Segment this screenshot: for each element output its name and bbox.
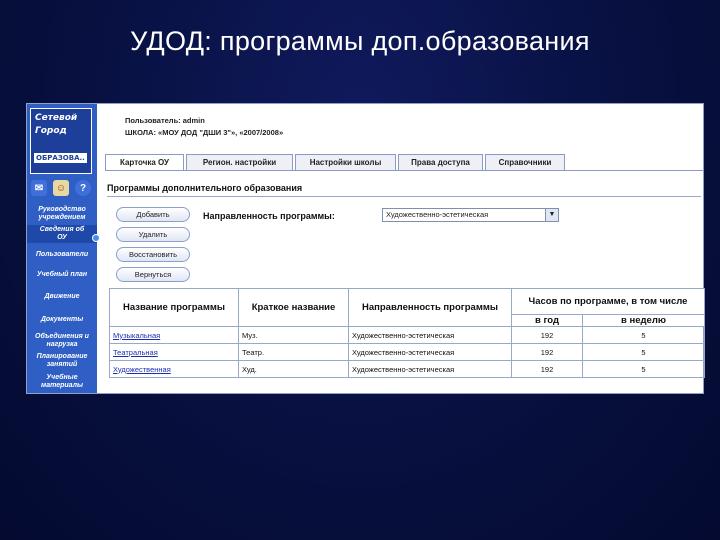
back-button[interactable]: Вернуться xyxy=(116,267,190,282)
restore-button[interactable]: Восстановить xyxy=(116,247,190,262)
help-icon[interactable]: ? xyxy=(75,180,91,196)
table-cell: Художественно-эстетическая xyxy=(348,326,512,344)
table-cell: Худ. xyxy=(238,360,349,378)
table-cell: 5 xyxy=(582,326,705,344)
table-cell: 192 xyxy=(511,343,583,361)
table-cell: Художественно-эстетическая xyxy=(348,343,512,361)
logo-line-1: Сетевой xyxy=(35,113,78,123)
header-user: Пользователь: admin xyxy=(125,116,205,125)
tab-school-card[interactable]: Карточка ОУ xyxy=(105,154,184,171)
mail-icon[interactable]: ✉ xyxy=(31,180,47,196)
sidebar-item-materials[interactable]: Учебные материалы xyxy=(41,374,83,389)
table-cell: Муз. xyxy=(238,326,349,344)
table-cell: 5 xyxy=(582,360,705,378)
tab-directories[interactable]: Справочники xyxy=(485,154,565,171)
active-item-bullet xyxy=(92,234,100,242)
logo-line-3: ОБРАЗОВА.. xyxy=(36,154,85,162)
sidebar-item-groups[interactable]: Объединения и нагрузка xyxy=(35,333,89,348)
sidebar-item-documents[interactable]: Документы xyxy=(40,316,84,323)
sidebar xyxy=(27,104,97,393)
table-cell: 5 xyxy=(582,343,705,361)
app-screenshot xyxy=(26,103,704,394)
table-row-name-link[interactable]: Художественная xyxy=(109,360,239,378)
sidebar-item-management[interactable]: Руководство учреждением xyxy=(38,206,86,221)
table-row-name-link[interactable]: Театральная xyxy=(109,343,239,361)
table-cell: 192 xyxy=(511,326,583,344)
users-icon[interactable]: ☺ xyxy=(53,180,69,196)
chevron-down-icon[interactable]: ▼ xyxy=(545,209,558,221)
tab-school-settings[interactable]: Настройки школы xyxy=(295,154,396,171)
sidebar-item-planning[interactable]: Планирование занятий xyxy=(36,353,88,368)
col-header-hours: Часов по программе, в том числе xyxy=(511,288,705,315)
tab-access-rights[interactable]: Права доступа xyxy=(398,154,483,171)
tab-region-settings[interactable]: Регион. настройки xyxy=(186,154,293,171)
sidebar-item-movement[interactable]: Движение xyxy=(44,293,80,300)
col-header-year: в год xyxy=(511,314,583,327)
logo[interactable] xyxy=(30,108,92,174)
table-cell: Театр. xyxy=(238,343,349,361)
sidebar-item-school-info[interactable]: Сведения об ОУ xyxy=(27,225,97,243)
table-cell: Художественно-эстетическая xyxy=(348,360,512,378)
col-header-short: Краткое название xyxy=(238,288,349,327)
col-header-week: в неделю xyxy=(582,314,705,327)
header-school: ШКОЛА: «МОУ ДОД "ДШИ 3"», «2007/2008» xyxy=(125,128,284,137)
logo-line-2: Город xyxy=(35,126,67,136)
section-title: Программы дополнительного образования xyxy=(107,183,303,193)
section-divider xyxy=(107,196,701,197)
delete-button[interactable]: Удалить xyxy=(116,227,190,242)
table-row-name-link[interactable]: Музыкальная xyxy=(109,326,239,344)
direction-filter-label: Направленность программы: xyxy=(203,211,335,221)
sidebar-item-users[interactable]: Пользователи xyxy=(35,251,89,258)
col-header-direction: Направленность программы xyxy=(348,288,512,327)
direction-select[interactable] xyxy=(382,208,559,222)
add-button[interactable]: Добавить xyxy=(116,207,190,222)
col-header-name: Название программы xyxy=(109,288,239,327)
sidebar-item-curriculum[interactable]: Учебный план xyxy=(36,271,88,278)
slide-title: УДОД: программы доп.образования xyxy=(130,26,590,56)
sidebar-icon-row xyxy=(31,180,95,198)
tabs-divider xyxy=(105,170,703,171)
direction-select-value: Художественно-эстетическая xyxy=(386,210,489,219)
table-cell: 192 xyxy=(511,360,583,378)
